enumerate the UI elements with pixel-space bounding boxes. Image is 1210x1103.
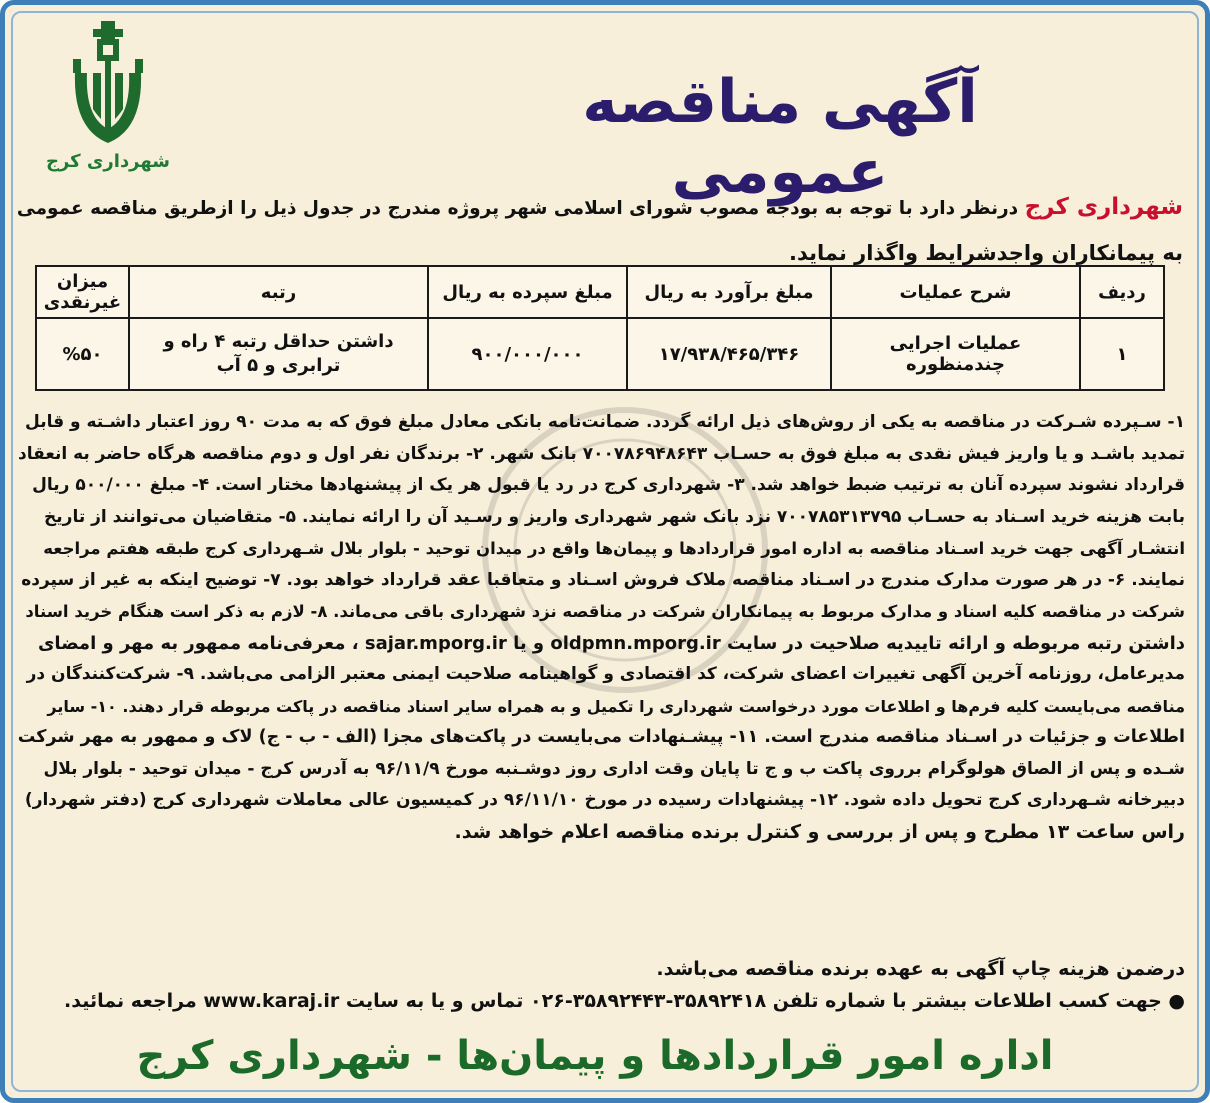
body-line: داشتن رتبه مربوطه و ارائه تاییدیه صلاحیت در سایت oldpmn.mporg.ir و یا sajar.mporg.ir ، معرفی‌نامه ممهور به مهر و امضای bbox=[37, 632, 1185, 654]
header-rank: رتبه bbox=[129, 266, 428, 318]
cell-rank: داشتن حداقل رتبه ۴ راه و ترابری و ۵ آب bbox=[129, 318, 428, 390]
intro-paragraph bbox=[18, 185, 1183, 275]
header-noncash: میزان غیرنقدی bbox=[36, 266, 129, 318]
header-row-number: ردیف bbox=[1080, 266, 1164, 318]
cell-operation: عملیات اجرایی چندمنظوره bbox=[831, 318, 1080, 390]
cell-row-number: ۱ bbox=[1080, 318, 1164, 390]
body-line: شـده و پس از الصاق هولوگرام برروی پاکت ب و ج تا پایان وقت اداری روز دوشـنبه مورخ ۹۶/۱۱/۹ به آدرس کرج - میدان توحید - بلوار بلال bbox=[43, 758, 1185, 779]
table-header-row bbox=[36, 266, 1164, 318]
intro-line-1-text: درنظر دارد با توجه به بودجه مصوب شورای اسلامی شهر پروژه مندرج در جدول ذیل را ازطریق مناقصه عمومی bbox=[16, 198, 1025, 219]
table-row bbox=[36, 318, 1164, 390]
intro-line-1 bbox=[18, 185, 1183, 231]
body-line: دبیرخانه شـهرداری کرج تحویل داده شود. ۱۲- پیشنهادات رسیده در مورخ ۹۶/۱۱/۱۰ در کمیسیون عالی معاملات شهرداری کرج (دفتر شهردار) bbox=[24, 790, 1185, 810]
body-line: نمایند. ۶- در هر صورت مدارک مندرج در اسـناد مناقصه ملاک فروش اسـناد و متعاقبا عقد قرارداد خواهد بود. ۷- توضیح اینکه به غیر از سپرده bbox=[21, 569, 1185, 590]
header-deposit: مبلغ سپرده به ریال bbox=[428, 266, 627, 318]
body-line: مدیرعامل، روزنامه آخرین آگهی تغییرات اعضای شرکت، کد اقتصادی و گواهینامه صلاحیت ایمنی معتبر الزامی می‌باشد. ۹- شرکت‌کنندگان در bbox=[26, 664, 1185, 684]
logo-caption: شهرداری کرج bbox=[46, 151, 170, 172]
cell-noncash: %۵۰ bbox=[36, 318, 129, 390]
intro-line-2: به پیمانکاران واجدشرایط واگذار نماید. bbox=[788, 241, 1183, 265]
bottom-banner: اداره امور قراردادها و پیمان‌ها - شهرداری کرج bbox=[136, 1033, 1054, 1079]
cell-estimate: ۱۷/۹۳۸/۴۶۵/۳۴۶ bbox=[627, 318, 831, 390]
body-line: شرکت در مناقصه کلیه اسناد و مدارک مربوط به پیمانکاران شرکت در مناقصه نزد شهرداری باقی می‌ماند. ۸- لازم به ذکر است هنگام خرید اسناد bbox=[25, 602, 1185, 621]
intro-org-name: شهرداری کرج bbox=[1024, 194, 1183, 220]
page-title: آگهی مناقصه عمومی bbox=[582, 67, 978, 207]
footer-contact-note: ● جهت کسب اطلاعات بیشتر با شماره تلفن ۳۵۸۹۲۴۱۸-۳۵۸۹۲۴۴۳-۰۲۶ تماس و یا به سایت www.karaj.ir مراجعه نمائید. bbox=[64, 990, 1185, 1012]
tender-table bbox=[35, 265, 1165, 391]
cell-deposit: ۹۰۰/۰۰۰/۰۰۰ bbox=[428, 318, 627, 390]
body-line: مناقصه می‌بایست کلیه فرم‌ها و اطلاعات مورد درخواست شهرداری را تکمیل و به همراه سایر اسناد مناقصه در پاکت مربوطه قرار دهند. ۱۰- سایر bbox=[47, 696, 1185, 716]
body-line: ۱- سـپرده شـرکت در مناقصه به یکی از روش‌های ذیل ارائه گردد. ضمانت‌نامه بانکی معادل مبلغ فوق که به مدت ۹۰ روز اعتبار داشـته و قابل bbox=[25, 412, 1185, 432]
header-operation: شرح عملیات bbox=[831, 266, 1080, 318]
body-line: انتشـار آگهی جهت خرید اسـناد مناقصه به اداره امور قراردادها و پیمان‌ها واقع در میدان توحید - بلوار بلال شـهرداری کرج طبقه هفتم مراجعه bbox=[43, 539, 1185, 558]
municipality-emblem-icon bbox=[63, 19, 153, 149]
body-line: تمدید باشـد و یا واریز فیش نقدی به مبلغ فوق به حسـاب ۷۰۰۷۸۶۹۴۸۶۴۳ بانک شهر. ۲- برندگان نفر اول و دوم مناقصه هرگاه حاضر به انعقاد bbox=[18, 443, 1185, 464]
body-line: راس ساعت ۱۳ مطرح و پس از بررسی و کنترل برنده مناقصه اعلام خواهد شد. bbox=[454, 820, 1185, 843]
karaj-municipality-logo bbox=[43, 19, 173, 179]
footer-cost-note: درضمن هزینه چاپ آگهی به عهده برنده مناقصه می‌باشد. bbox=[656, 958, 1185, 980]
body-line: قرارداد نشوند سپرده آنان به ترتیب ضبط خواهد شد. ۳- شهرداری کرج در رد یا قبول هر یک از پیشنهادها مختار است. ۴- مبلغ ۵۰۰/۰۰۰ ریال bbox=[32, 475, 1185, 495]
header-estimate: مبلغ برآورد به ریال bbox=[627, 266, 831, 318]
body-line: بابت هزینه خرید اسـناد به حسـاب ۷۰۰۷۸۵۳۱۳۷۹۵ نزد بانک شهر شهرداری واریز و رسـید آن را ارائه نمایند. ۵- متقاضیان می‌توانند از تاریخ bbox=[44, 506, 1185, 527]
footer-notes bbox=[15, 953, 1185, 1017]
conditions-paragraph bbox=[15, 407, 1185, 848]
body-line: اطلاعات و جزئیات در اسـناد مناقصه مندرج است. ۱۱- پیشـنهادات می‌بایست در پاکت‌های مجزا (الف - ب - ج) لاک و ممهور به مهر شرکت bbox=[17, 727, 1185, 747]
